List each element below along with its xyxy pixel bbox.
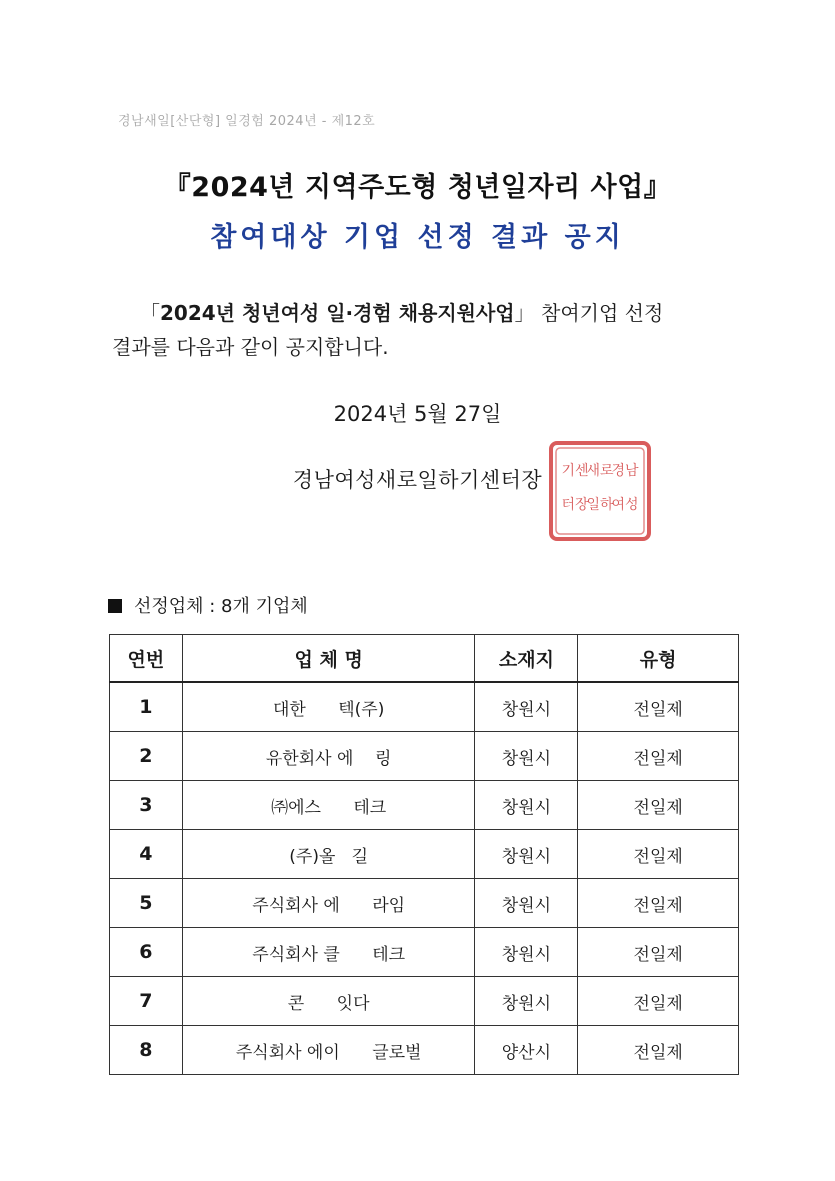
cell-company: 주식회사 에이 글로벌 [182, 1026, 475, 1075]
cell-company: 대한 텍(주) [182, 682, 475, 732]
cell-location: 창원시 [475, 830, 578, 879]
intro-open-bracket: 「 [140, 301, 160, 325]
cell-no: 5 [110, 879, 183, 928]
document-number: 경남새일[산단형] 일경험 2024년 - 제12호 [118, 114, 376, 129]
cell-company: 콘 잇다 [182, 977, 475, 1026]
intro-paragraph [112, 296, 752, 364]
table-row [110, 1026, 739, 1075]
seal-glyph: 새로 [586, 463, 614, 479]
table-header-row [110, 635, 739, 683]
cell-no: 8 [110, 1026, 183, 1075]
cell-type: 전일제 [578, 830, 739, 879]
cell-location: 창원시 [475, 732, 578, 781]
seal-glyph: 기센 [561, 463, 589, 479]
cell-type: 전일제 [578, 1026, 739, 1075]
cell-type: 전일제 [578, 928, 739, 977]
header-company: 업 체 명 [182, 635, 475, 683]
table-row [110, 732, 739, 781]
seal-glyph: 경남 [611, 463, 639, 479]
cell-company: (주)올 길 [182, 830, 475, 879]
cell-type: 전일제 [578, 781, 739, 830]
intro-close-bracket: 」 [514, 301, 535, 325]
intro-rest: 참여기업 선정 [534, 301, 664, 325]
header-location: 소재지 [475, 635, 578, 683]
cell-location: 창원시 [475, 682, 578, 732]
table-row [110, 781, 739, 830]
header-type: 유형 [578, 635, 739, 683]
cell-location: 양산시 [475, 1026, 578, 1075]
cell-no: 3 [110, 781, 183, 830]
cell-no: 4 [110, 830, 183, 879]
intro-program-name: 2024년 청년여성 일·경험 채용지원사업 [160, 301, 515, 325]
cell-type: 전일제 [578, 682, 739, 732]
summary-text: 선정업체 : 8개 기업체 [134, 596, 308, 617]
cell-no: 2 [110, 732, 183, 781]
cell-type: 전일제 [578, 732, 739, 781]
notice-date: 2024년 5월 27일 [333, 402, 502, 426]
title-notice: 참여대상 기업 선정 결과 공지 [210, 222, 625, 253]
table-row [110, 830, 739, 879]
cell-location: 창원시 [475, 879, 578, 928]
table-row [110, 682, 739, 732]
selection-summary [108, 592, 308, 618]
intro-line-1 [112, 296, 752, 330]
cell-company: 유한회사 에 링 [182, 732, 475, 781]
header-no: 연번 [110, 635, 183, 683]
cell-company: 주식회사 에 라임 [182, 879, 475, 928]
intro-line-2: 결과를 다음과 같이 공지합니다. [112, 335, 389, 359]
square-bullet-icon [108, 599, 122, 613]
table-row [110, 928, 739, 977]
cell-type: 전일제 [578, 977, 739, 1026]
table-row [110, 879, 739, 928]
table-row [110, 977, 739, 1026]
seal-glyph: 터장 [561, 497, 589, 513]
selected-companies-table [109, 634, 739, 1075]
seal-glyph: 일하 [586, 497, 614, 513]
cell-location: 창원시 [475, 977, 578, 1026]
official-seal [545, 437, 655, 545]
issuer-name: 경남여성새로일하기센터장 [292, 468, 543, 492]
cell-location: 창원시 [475, 928, 578, 977]
cell-type: 전일제 [578, 879, 739, 928]
title-program: 『2024년 지역주도형 청년일자리 사업』 [163, 172, 672, 203]
cell-no: 6 [110, 928, 183, 977]
cell-no: 1 [110, 682, 183, 732]
cell-no: 7 [110, 977, 183, 1026]
cell-company: ㈜에스 테크 [182, 781, 475, 830]
cell-location: 창원시 [475, 781, 578, 830]
seal-glyph: 여성 [611, 497, 639, 513]
cell-company: 주식회사 클 테크 [182, 928, 475, 977]
